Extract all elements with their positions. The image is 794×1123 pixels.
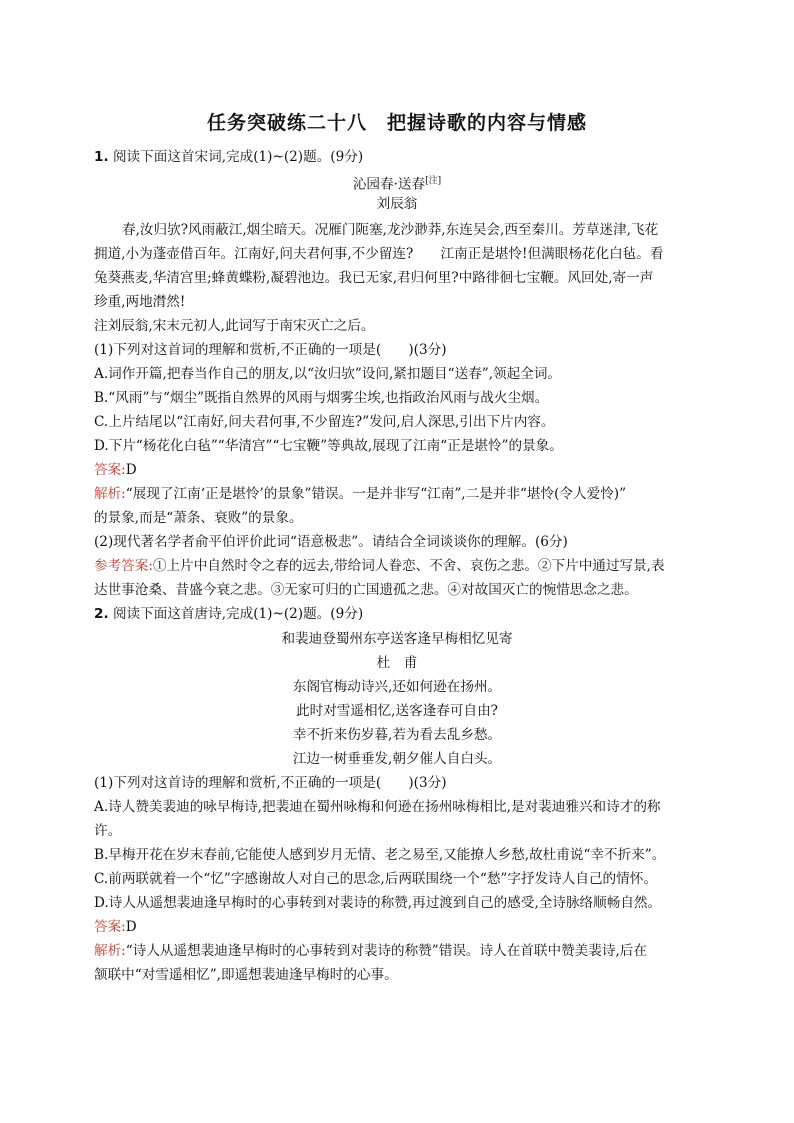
poem-2-line: 东阁官梅动诗兴,还如何逊在扬州。 (292, 679, 502, 695)
option-a: A.词作开篇,把春当作自己的朋友,以“汝归欤”设问,紧扣题目“送春”,领起全词。 (94, 366, 562, 382)
answer-line (94, 915, 714, 939)
answer-line (94, 458, 714, 482)
option-d: D.下片“杨花化白毡”“华清宫”“七宝鞭”等典故,展现了江南“正是堪怜”的景象。 (94, 438, 563, 454)
poem-1-line: 春,汝归欤?风雨蔽江,烟尘暗天。况雁门阨塞,龙沙渺莽,东连吴会,西至秦川。芳草迷津,飞花 (122, 222, 659, 238)
answer-label: 答案: (94, 919, 126, 935)
option-a-continued: 许。 (94, 823, 122, 839)
option-b: B.早梅开花在岁末春前,它能使人感到岁月无情、老之易至,又能撩人乡愁,故杜甫说“幸不折来”。 (94, 847, 666, 863)
option-c: C.前两联就着一个“忆”字感谢故人对自己的思念,后两联围绕一个“愁”字抒发诗人自己的情怀。 (94, 871, 657, 887)
poem-1-line: 拥道,小为蓬壶借百年。江南好,问夫君何事,不少留连? 江南正是堪怜!但满眼杨花化白毡。看 (94, 246, 664, 262)
poem-2-title: 和裴迪登蜀州东亭送客逢早梅相忆见寄 (281, 631, 513, 647)
page-title: 任务突破练二十八 把握诗歌的内容与情感 (206, 112, 587, 134)
poem-1-line: 兔葵燕麦,华清宫里;蜂黄蝶粉,凝碧池边。我已无家,君归何里?中路徘徊七宝鞭。风回处,寄一声 (94, 270, 654, 286)
analysis-text: 颔联中“对雪遥相忆”,即遥想裴迪逢早梅时的心事。 (94, 967, 398, 983)
reference-answer-text: 达世事沧桑、昔盛今衰之悲。③无家可归的亡国遗孤之悲。④对故国灭亡的惋惜思念之悲。 (94, 582, 638, 598)
stem-text: 阅读下面这首宋词,完成(1)~(2)题。(9分) (112, 149, 364, 165)
question-2-stem (94, 602, 714, 626)
poem-1-author: 刘辰翁 (376, 196, 418, 212)
poem-2-line: 此时对雪遥相忆,送客逢春可自由? (296, 703, 498, 719)
option-a: A.诗人赞美裴迪的咏早梅诗,把裴迪在蜀州咏梅和何逊在扬州咏梅相比,是对裴迪雅兴和诗才的称 (94, 799, 661, 815)
answer-value: D (125, 919, 137, 935)
sub-question-2: (2)现代著名学者俞平伯评价此词“语意极悲”。请结合全词谈谈你的理解。(6分) (94, 534, 568, 550)
answer-label: 答案: (94, 462, 126, 478)
poem-title-text: 沁园春·送春 (352, 176, 426, 193)
analysis-line (94, 482, 714, 506)
sub-question-1: (1)下列对这首诗的理解和赏析,不正确的一项是( )(3分) (94, 775, 447, 791)
poem-1-note: 注刘辰翁,宋末元初人,此词写于南宋灭亡之后。 (94, 318, 375, 334)
poem-2-line: 江边一树垂垂发,朝夕催人自白头。 (292, 751, 502, 767)
poem-1-line: 珍重,两地潸然! (94, 294, 186, 310)
poem-2-author: 杜 甫 (376, 655, 418, 671)
option-d: D.诗人从遥想裴迪逢早梅时的心事转到对裴诗的称赞,再过渡到自己的感受,全诗脉络顺畅自然。 (94, 895, 662, 911)
question-number: 1. (94, 149, 109, 165)
reference-answer-label: 参考答案: (94, 558, 153, 574)
answer-value: D (125, 462, 137, 478)
analysis-line (94, 939, 714, 963)
analysis-text: 的景象,而是“萧条、衰败”的景象。 (94, 510, 303, 526)
question-1-stem (94, 145, 714, 169)
analysis-text: “展现了江南‘正是堪怜’的景象”错误。一是并非写“江南”,二是并非“堪怜(令人爱怜)” (125, 486, 627, 502)
question-number: 2. (94, 606, 109, 622)
analysis-label: 解析: (94, 486, 126, 502)
analysis-text: “诗人从遥想裴迪逢早梅时的心事转到对裴诗的称赞”错误。诗人在首联中赞美裴诗,后在 (125, 943, 647, 959)
poem-2-line: 幸不折来伤岁暮,若为看去乱乡愁。 (292, 727, 502, 743)
sub-question-1: (1)下列对这首词的理解和赏析,不正确的一项是( )(3分) (94, 342, 447, 358)
analysis-label: 解析: (94, 943, 126, 959)
reference-answer-line (94, 554, 714, 578)
reference-answer-text: ①上片中自然时令之春的远去,带给词人眷恋、不舍、哀伤之悲。②下片中通过写景,表 (152, 558, 665, 574)
stem-text: 阅读下面这首唐诗,完成(1)~(2)题。(9分) (112, 606, 364, 622)
note-mark: [注] (425, 176, 442, 186)
option-b: B.“风雨”与“烟尘”既指自然界的风雨与烟雾尘埃,也指政治风雨与战火尘烟。 (94, 390, 549, 406)
option-c: C.上片结尾以“江南好,问夫君何事,不少留连?”发问,启人深思,引出下片内容。 (94, 414, 555, 430)
